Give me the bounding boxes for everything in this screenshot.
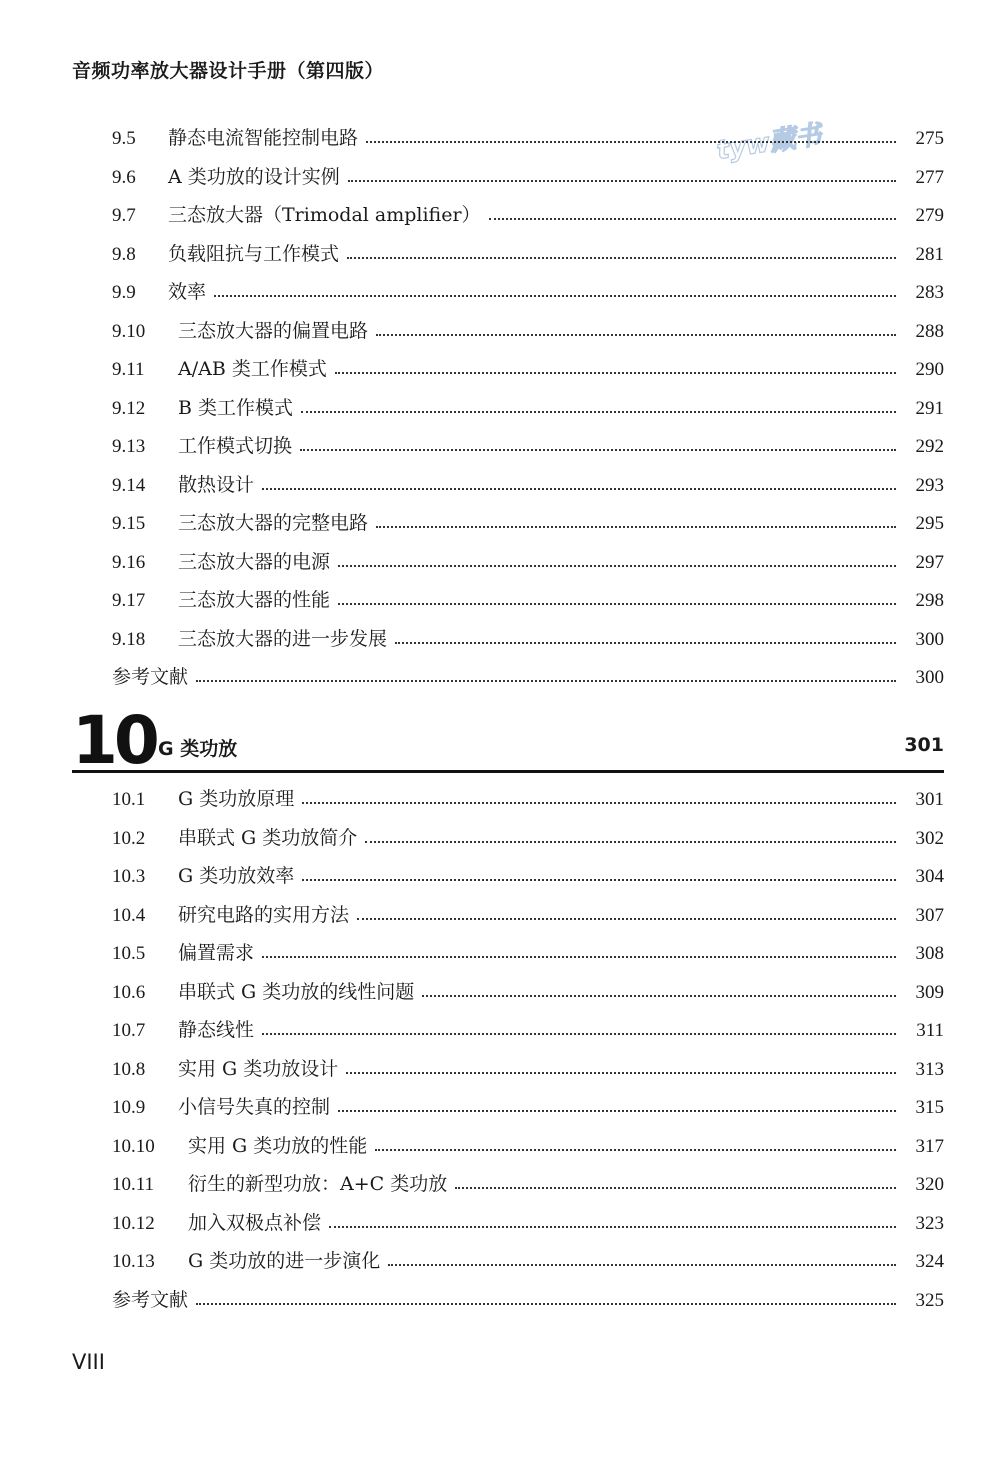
entry-title: 衍生的新型功放：A+C 类功放	[188, 1173, 448, 1195]
entry-page: 283	[915, 282, 944, 303]
entry-page: 311	[916, 1020, 944, 1041]
entry-title: 实用 G 类功放的性能	[188, 1134, 368, 1157]
entry-title: 三态放大器的电源	[178, 550, 331, 573]
page-folio: VIII	[72, 1350, 105, 1374]
entry-page: 309	[915, 981, 944, 1003]
toc-entry[interactable]	[112, 819, 944, 858]
entry-number: 10.11	[112, 1174, 155, 1195]
entry-title: 小信号失真的控制	[178, 1096, 331, 1118]
leader-dots	[262, 1033, 896, 1035]
entry-title: 三态放大器（Trimodal amplifier）	[168, 204, 481, 226]
running-header: 音频功率放大器设计手册（第四版）	[72, 60, 385, 82]
entry-page: 320	[915, 1174, 944, 1195]
entry-title: 工作模式切换	[178, 435, 293, 457]
toc-entry[interactable]	[112, 235, 944, 274]
leader-dots	[376, 526, 896, 528]
toc-entry[interactable]	[112, 119, 944, 158]
entry-title: 负载阻抗与工作模式	[168, 242, 340, 265]
leader-dots	[302, 879, 896, 881]
watermark-stamp: tyw藏书	[714, 119, 824, 167]
toc-entry[interactable]	[112, 389, 944, 428]
entry-number: 9.13	[112, 436, 146, 457]
entry-number: 10.10	[112, 1135, 155, 1157]
entry-page: 275	[915, 128, 944, 149]
toc-entry[interactable]	[112, 350, 944, 389]
toc-entry[interactable]	[112, 312, 944, 351]
leader-dots	[335, 372, 896, 374]
entry-title: 参考文献	[112, 666, 189, 688]
entry-number: 10.12	[112, 1212, 155, 1234]
leader-dots	[455, 1187, 896, 1189]
leader-dots	[196, 1303, 896, 1305]
toc-entry[interactable]	[112, 196, 944, 235]
entry-title: 三态放大器的性能	[178, 589, 331, 611]
entry-title: 三态放大器的偏置电路	[178, 319, 369, 342]
entry-title: A/AB 类工作模式	[178, 358, 327, 380]
entry-title: G 类功放原理	[178, 788, 295, 810]
entry-number: 9.16	[112, 551, 146, 573]
entry-number: 9.8	[112, 243, 136, 265]
entry-page: 297	[915, 551, 944, 573]
entry-page: 315	[915, 1097, 944, 1118]
entry-title: 参考文献	[112, 1288, 189, 1311]
toc-entry[interactable]	[112, 780, 944, 819]
leader-dots	[376, 334, 896, 336]
toc-entry[interactable]	[112, 504, 944, 543]
leader-dots	[262, 488, 896, 490]
chapter-page: 301	[904, 734, 944, 756]
leader-dots	[301, 411, 896, 413]
leader-dots	[338, 565, 896, 567]
leader-dots	[388, 1264, 896, 1266]
toc-entry[interactable]	[112, 857, 944, 896]
toc-entry[interactable]	[112, 973, 944, 1012]
toc-entry[interactable]	[112, 1011, 944, 1050]
entry-page: 307	[915, 904, 944, 926]
entry-number: 10.4	[112, 904, 146, 926]
entry-title: 研究电路的实用方法	[178, 903, 350, 926]
entry-title: 三态放大器的进一步发展	[178, 627, 388, 650]
entry-title: G 类功放效率	[178, 865, 295, 887]
toc-entry[interactable]	[112, 1050, 944, 1089]
entry-number: 10.7	[112, 1020, 146, 1041]
entry-page: 302	[915, 827, 944, 849]
entry-number: 10.13	[112, 1251, 155, 1272]
entry-title: 散热设计	[178, 473, 255, 496]
entry-page: 323	[915, 1212, 944, 1234]
entry-page: 288	[915, 320, 944, 342]
entry-number: 9.9	[112, 282, 136, 303]
entry-number: 10.3	[112, 866, 146, 887]
toc-entry[interactable]	[112, 427, 944, 466]
entry-title: 三态放大器的完整电路	[178, 512, 369, 534]
entry-number: 9.15	[112, 513, 146, 534]
entry-page: 308	[915, 943, 944, 964]
entry-page: 279	[915, 205, 944, 226]
entry-number: 9.10	[112, 320, 146, 342]
entry-page: 290	[915, 359, 944, 380]
leader-dots	[329, 1226, 896, 1228]
toc-entry[interactable]	[112, 543, 944, 582]
toc-entry[interactable]	[112, 466, 944, 505]
toc-entry[interactable]	[112, 1165, 944, 1204]
entry-title: A 类功放的设计实例	[168, 165, 340, 188]
leader-dots	[302, 802, 896, 804]
entry-page: 292	[915, 436, 944, 457]
entry-number: 10.2	[112, 827, 146, 849]
entry-title: 静态线性	[178, 1019, 255, 1041]
entry-page: 298	[915, 590, 944, 611]
leader-dots	[348, 180, 896, 182]
toc-entry[interactable]	[112, 896, 944, 935]
toc-entry[interactable]	[112, 620, 944, 659]
entry-number: 9.11	[112, 359, 145, 380]
leader-dots	[375, 1149, 896, 1151]
entry-page: 300	[915, 667, 944, 688]
leader-dots	[338, 1110, 896, 1112]
leader-dots	[365, 841, 896, 843]
leader-dots	[366, 141, 896, 143]
entry-page: 324	[915, 1251, 944, 1272]
entry-title: 加入双极点补偿	[188, 1211, 322, 1234]
leader-dots	[214, 295, 896, 297]
toc-entry[interactable]	[112, 581, 944, 620]
toc-entry[interactable]	[112, 1088, 944, 1127]
entry-number: 10.1	[112, 789, 146, 810]
toc-entry[interactable]	[112, 1204, 944, 1243]
entry-page: 281	[915, 243, 944, 265]
leader-dots	[489, 218, 896, 220]
entry-page: 277	[915, 166, 944, 188]
entry-number: 9.5	[112, 128, 136, 149]
chapter-title: G 类功放	[158, 738, 238, 760]
entry-page: 295	[915, 513, 944, 534]
leader-dots	[346, 1072, 896, 1074]
toc-entry[interactable]	[112, 1127, 944, 1166]
entry-page: 317	[915, 1135, 944, 1157]
chapter-heading[interactable]	[72, 702, 944, 779]
chapter-rule	[72, 770, 944, 773]
toc-entry-references[interactable]	[112, 1281, 944, 1320]
entry-title: 实用 G 类功放设计	[178, 1057, 339, 1080]
leader-dots	[395, 642, 896, 644]
entry-title: G 类功放的进一步演化	[188, 1250, 381, 1272]
leader-dots	[347, 257, 896, 259]
chapter-number: 10	[72, 702, 156, 779]
leader-dots	[196, 680, 896, 682]
entry-number: 9.14	[112, 474, 146, 496]
leader-dots	[262, 956, 896, 958]
toc-entry[interactable]	[112, 934, 944, 973]
toc-section-10	[112, 780, 944, 1319]
entry-number: 10.8	[112, 1058, 146, 1080]
entry-page: 300	[915, 628, 944, 650]
entry-title: 串联式 G 类功放的线性问题	[178, 980, 415, 1003]
entry-number: 9.18	[112, 628, 146, 650]
entry-title: B 类工作模式	[178, 396, 294, 419]
entry-number: 9.12	[112, 397, 146, 419]
toc-entry[interactable]	[112, 273, 944, 312]
leader-dots	[422, 995, 896, 997]
toc-entry[interactable]	[112, 158, 944, 197]
leader-dots	[300, 449, 896, 451]
entry-number: 10.5	[112, 943, 146, 964]
entry-title: 偏置需求	[178, 942, 255, 964]
toc-entry[interactable]	[112, 1242, 944, 1281]
entry-page: 313	[915, 1058, 944, 1080]
entry-number: 10.6	[112, 981, 146, 1003]
entry-page: 293	[915, 474, 944, 496]
entry-number: 9.7	[112, 205, 136, 226]
entry-page: 304	[915, 866, 944, 887]
entry-number: 10.9	[112, 1097, 146, 1118]
entry-page: 301	[915, 789, 944, 810]
entry-number: 9.17	[112, 590, 146, 611]
entry-page: 325	[915, 1289, 944, 1311]
entry-title: 串联式 G 类功放简介	[178, 826, 358, 849]
leader-dots	[338, 603, 896, 605]
entry-title: 静态电流智能控制电路	[168, 127, 359, 149]
entry-title: 效率	[168, 281, 207, 303]
toc-section-9	[112, 119, 944, 697]
toc-entry-references[interactable]	[112, 658, 944, 697]
entry-number: 9.6	[112, 166, 136, 188]
entry-page: 291	[915, 397, 944, 419]
leader-dots	[357, 918, 896, 920]
